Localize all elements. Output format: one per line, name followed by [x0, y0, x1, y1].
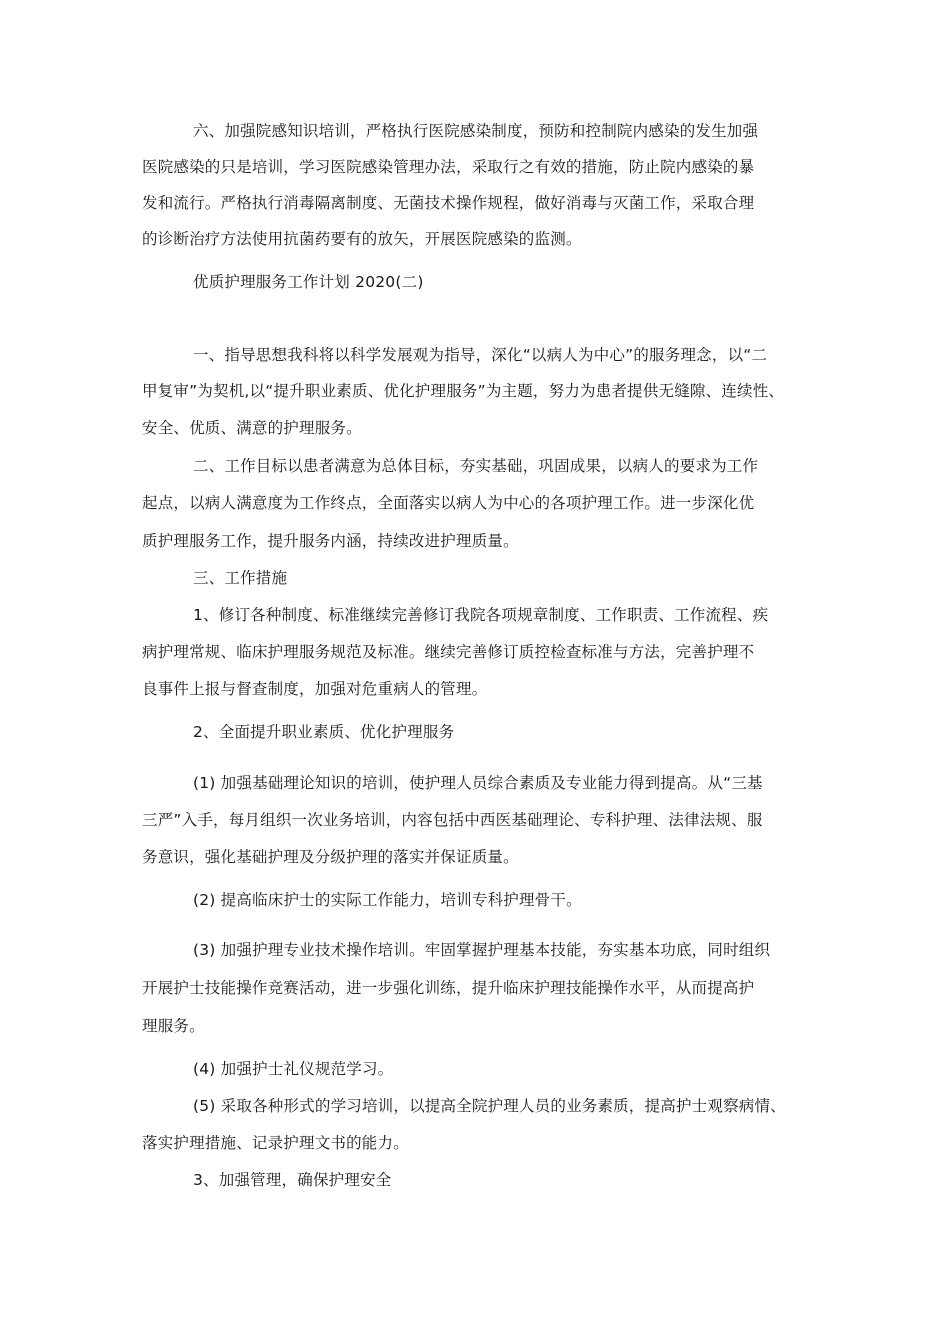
section-title: 优质护理服务工作计划 2020(二) — [193, 273, 424, 291]
text-line: 务意识，强化基础护理及分级护理的落实并保证质量。 — [142, 848, 519, 866]
text-line: 开展护士技能操作竞赛活动，进一步强化训练，提升临床护理技能操作水平，从而提高护 — [142, 979, 755, 997]
text-line: (2) 提高临床护士的实际工作能力，培训专科护理骨干。 — [193, 891, 582, 909]
text-line: 病护理常规、临床护理服务规范及标准。继续完善修订质控检查标准与方法，完善护理不 — [142, 643, 755, 661]
text-line: 六、加强院感知识培训，严格执行医院感染制度，预防和控制院内感染的发生加强 — [193, 122, 759, 140]
text-line: 安全、优质、满意的护理服务。 — [142, 419, 362, 437]
text-line: (3) 加强护理专业技术操作培训。牢固掌握护理基本技能，夯实基本功底，同时组织 — [193, 941, 771, 959]
heading-line: 三、工作措施 — [193, 569, 288, 587]
heading-line: 2、全面提升职业素质、优化护理服务 — [193, 723, 455, 741]
text-line: 1、修订各种制度、标准继续完善修订我院各项规章制度、工作职责、工作流程、疾 — [193, 606, 769, 624]
text-line: 一、指导思想我科将以科学发展观为指导，深化“以病人为中心”的服务理念，以“二 — [193, 346, 768, 364]
text-line: 起点，以病人满意度为工作终点，全面落实以病人为中心的各项护理工作。进一步深化优 — [142, 494, 755, 512]
text-line: 质护理服务工作，提升服务内涵，持续改进护理质量。 — [142, 532, 519, 550]
text-line: 理服务。 — [142, 1017, 205, 1035]
text-line: (4) 加强护士礼仪规范学习。 — [193, 1060, 394, 1078]
text-line: (5) 采取各种形式的学习培训，以提高全院护理人员的业务素质，提高护士观察病情、 — [193, 1097, 786, 1115]
text-line: 二、工作目标以患者满意为总体目标，夯实基础，巩固成果，以病人的要求为工作 — [193, 457, 759, 475]
text-line: 落实护理措施、记录护理文书的能力。 — [142, 1134, 409, 1152]
text-line: 三严”入手，每月组织一次业务培训，内容包括中西医基础理论、专科护理、法律法规、服 — [142, 811, 763, 829]
text-line: 医院感染的只是培训，学习医院感染管理办法，采取行之有效的措施，防止院内感染的暴 — [142, 158, 755, 176]
text-line: 良事件上报与督查制度，加强对危重病人的管理。 — [142, 680, 488, 698]
text-line: 的诊断治疗方法使用抗菌药要有的放矢，开展医院感染的监测。 — [142, 230, 582, 248]
text-line: 发和流行。严格执行消毒隔离制度、无菌技术操作规程，做好消毒与灭菌工作，采取合理 — [142, 194, 755, 212]
text-line: 甲复审”为契机,以“提升职业素质、优化护理服务”为主题，努力为患者提供无缝隙、连续性、 — [142, 382, 785, 400]
text-line: (1) 加强基础理论知识的培训，使护理人员综合素质及专业能力得到提高。从“三基 — [193, 774, 763, 792]
heading-line: 3、加强管理，确保护理安全 — [193, 1171, 392, 1189]
